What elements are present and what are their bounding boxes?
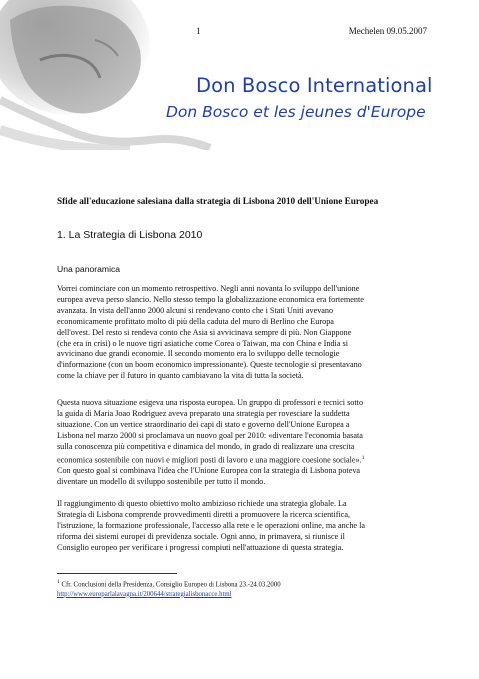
text-line: Lisbona nel marzo 2000 si proclamava un nuovo goal per 2010: «diventare l'economia basata <box>57 430 363 440</box>
text-line: riforma dei sistemi europei di previdenza sociale. Ogni anno, in primavera, si riunisce il <box>57 531 345 541</box>
header-date: Mechelen 09.05.2007 <box>348 26 427 36</box>
paragraph-3 <box>57 499 432 554</box>
footnote-reference[interactable]: 1 <box>361 454 365 461</box>
text-line: avvicinano due grandi economie. Il secondo momento era lo sviluppo delle tecnologie <box>57 349 340 359</box>
text-line: situazione. Con un vertice straordinario dei capi di stato e governo dell'Unione Europea a <box>57 419 350 429</box>
brand-subtitle: Don Bosco et les jeunes d'Europe <box>166 103 426 121</box>
text-line: Vorrei cominciare con un momento retrospettivo. Negli anni novanta lo sviluppo dell'unione <box>57 284 360 293</box>
brand-title: Don Bosco International <box>196 74 433 97</box>
text-line: Strategia di Lisbona comprende provvedimenti diretti a promuovere la ricerca scientifica, <box>57 509 351 519</box>
text-line: dell'ovest. Del resto si rendeva conto che Asia si avvicinava sempre di più. Non Giappone <box>57 327 352 337</box>
text-line: economicamente profittato molto di più della caduta del muro di Berlino che Europa <box>57 316 334 326</box>
footnote <box>57 578 281 599</box>
page-number: 1 <box>196 26 201 36</box>
text-line: Con questo goal si combinava l'idea che l'Unione Europea con la strategia di Lisbona poteva <box>57 466 361 476</box>
paragraph-1 <box>57 284 432 382</box>
document-title: Sfide all'educazione salesiana dalla strategia di Lisbona 2010 dell'Unione Europea <box>57 196 379 206</box>
footnote-text-line <box>57 578 281 590</box>
text-line: Il raggiungimento di questo obiettivo molto ambizioso richiede una strategia globale. La <box>57 499 347 508</box>
text-line: (che era in crisi) o le nuove tigri asiatiche come Corea o Taiwan, ma con China e India si <box>57 338 348 348</box>
footnote-divider <box>57 573 177 574</box>
footnote-number: 1 <box>57 579 60 585</box>
text-line: diventare un modello di sviluppo sostenibile per tutto il mondo. <box>57 477 266 487</box>
section-heading: 1. La Strategia di Lisbona 2010 <box>57 229 203 241</box>
paragraph-2 <box>57 398 432 488</box>
subheading: Una panoramica <box>57 264 121 274</box>
text-line: Questa nuova situazione esigeva una risposta europea. Un gruppo di professori e tecnici sotto <box>57 398 364 407</box>
text-line: la guida di Maria Joao Rodriguez aveva preparato una strategia per rovesciare la suddetta <box>57 408 350 418</box>
text-line <box>57 453 432 467</box>
footnote-text: Cfr. Conclusioni della Presidenza, Consiglio Europeo di Lisbona 23.-24.03.2000 <box>59 581 281 589</box>
text-line: come la chiave per il futuro in quanto cambiavano la vita di tutta la società. <box>57 371 304 381</box>
text-line-content: economica sostenibile con nuovi e migliori posti di lavoro e una maggiore coesione sociale». <box>57 455 362 465</box>
text-line: avanzata. In vista dell'anno 2000 alcuni si rendevano conto che i Stati Uniti avevano <box>57 305 334 315</box>
founder-portrait-image <box>0 0 215 150</box>
footnote-link[interactable]: http://www.europarlalavagna.it/200644/strategialisbonacce.html <box>57 590 232 598</box>
text-line: sulla conoscenza più competitiva e dinamica del mondo, in grado di realizzare una crescita <box>57 441 355 451</box>
text-line: l'istruzione, la formazione professionale, l'accesso alla rete e le operazioni online, ma anche la <box>57 520 366 530</box>
text-line: europea aveva perso slancio. Nello stesso tempo la globalizzazione economica era fortemente <box>57 294 364 304</box>
text-line: d'informazione (con un boom economico impressionante). Queste tecnologie si presentavano <box>57 360 362 370</box>
text-line: Consiglio europeo per verificare i progressi compiuti nell'attuazione di questa strategia. <box>57 542 344 552</box>
